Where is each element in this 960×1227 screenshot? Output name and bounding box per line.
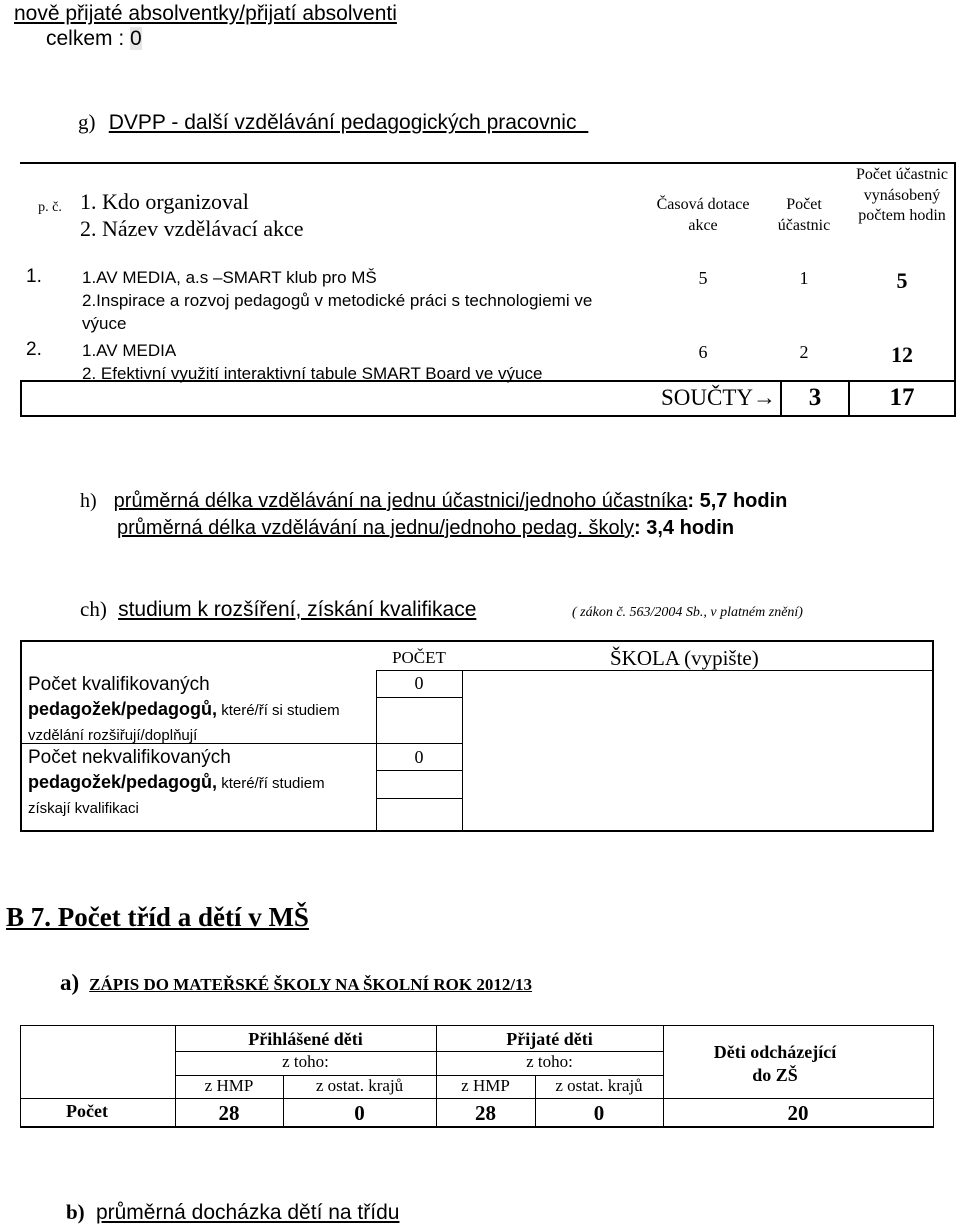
celkem-line bbox=[46, 27, 142, 51]
col-header-deti-odchazejici: Děti odcházející do ZŠ bbox=[713, 1042, 837, 1085]
row-kvalifikovanych-rest: které/ří si studiem bbox=[217, 702, 340, 719]
celkem-label: celkem : bbox=[46, 27, 125, 50]
celkem-value: 0 bbox=[130, 27, 142, 50]
row-kvalifikovanych-value: 0 bbox=[414, 673, 424, 693]
row-kvalifikovanych-line3: vzdělání rozšiřují/doplňují bbox=[28, 727, 198, 744]
section-ch-label: ch) bbox=[80, 597, 107, 621]
row-pocet-label: Počet bbox=[66, 1101, 108, 1121]
prihlasene-zhmp: z HMP bbox=[204, 1076, 254, 1095]
soucty-label: SOUČTY→ bbox=[660, 385, 776, 410]
col-header-prijate: Přijaté děti bbox=[506, 1029, 593, 1049]
row-nekvalifikovanych-rest: které/ří studiem bbox=[217, 775, 325, 792]
section-b7-title: B 7. Počet tříd a dětí v MŠ bbox=[6, 902, 309, 932]
row1-description bbox=[82, 266, 592, 335]
kvalifikace-table bbox=[20, 640, 934, 832]
section-g-title: DVPP - další vzdělávání pedagogických pracovnic_ bbox=[108, 111, 589, 134]
section-ch-note: ( zákon č. 563/2004 Sb., v platném znění) bbox=[572, 605, 803, 620]
col-header-org-line2: 2. Název vzdělávací akce bbox=[80, 216, 304, 241]
row-nekvalifikovanych-bold: pedagožek/pedagogů, bbox=[28, 772, 218, 792]
soucty-pocet: 3 bbox=[808, 384, 822, 411]
row2-pocet: 2 bbox=[799, 342, 809, 362]
row2-description bbox=[82, 339, 542, 385]
section-b7-b-heading bbox=[66, 1200, 399, 1225]
section-b7-b-label: b) bbox=[66, 1200, 85, 1224]
zapis-table bbox=[20, 1025, 934, 1128]
col-header-org-line1: 1. Kdo organizoval bbox=[80, 189, 249, 214]
value-prihlasene-zhmp: 28 bbox=[218, 1101, 240, 1125]
section-g-label: g) bbox=[78, 110, 96, 134]
row-kvalifikovanych bbox=[28, 672, 340, 748]
value-prijate-zostat: 0 bbox=[593, 1101, 605, 1125]
section-h-line1-value: : 5,7 hodin bbox=[687, 490, 788, 512]
row1-pocet: 1 bbox=[799, 268, 809, 288]
prijate-ztoho: z toho: bbox=[526, 1052, 573, 1071]
row2-pc: 2. bbox=[26, 339, 42, 360]
section-g-heading bbox=[78, 110, 588, 135]
row1-line3: výuce bbox=[82, 314, 127, 333]
row-nekvalifikovanych-value: 0 bbox=[414, 747, 424, 767]
absolventi-heading: nově přijaté absolventky/přijatí absolventi bbox=[14, 2, 397, 25]
value-deti-odchazejici: 20 bbox=[787, 1101, 809, 1125]
row1-line2: 2.Inspirace a rozvoj pedagogů v metodické práci s technologiemi ve bbox=[82, 291, 593, 310]
section-h-line1-text: průměrná délka vzdělávání na jednu účastnici/jednoho účastníka bbox=[113, 490, 688, 512]
prijate-zostat: z ostat. krajů bbox=[555, 1076, 643, 1095]
col-header-skola: ŠKOLA (vypište) bbox=[610, 646, 759, 670]
row-kvalifikovanych-bold: pedagožek/pedagogů, bbox=[28, 699, 218, 719]
prijate-zhmp: z HMP bbox=[461, 1076, 510, 1095]
section-b7-b-title: průměrná docházka dětí na třídu bbox=[95, 1201, 400, 1224]
row-nekvalifikovanych-line1: Počet nekvalifikovaných bbox=[28, 747, 231, 768]
section-b7-a-label: a) bbox=[60, 970, 80, 995]
col-header-pocet-ucastnic: Počet účastnic bbox=[777, 196, 831, 234]
section-h-label: h) bbox=[80, 490, 97, 512]
row1-nasobeny: 5 bbox=[896, 268, 908, 293]
section-ch-heading bbox=[80, 597, 476, 622]
row-nekvalifikovanych-line3: získají kvalifikaci bbox=[28, 800, 139, 817]
row2-nasobeny: 12 bbox=[891, 342, 913, 367]
value-prijate-zhmp: 28 bbox=[475, 1101, 496, 1125]
section-h-line2-value: : 3,4 hodin bbox=[634, 517, 735, 539]
section-ch-title: studium k rozšíření, získání kvalifikace bbox=[118, 598, 477, 621]
section-b7-a-title: ZÁPIS DO MATEŘSKÉ ŠKOLY NA ŠKOLNÍ ROK 2012/13 bbox=[89, 975, 533, 994]
row-nekvalifikovanych bbox=[28, 745, 325, 821]
row1-pc: 1. bbox=[26, 266, 42, 287]
soucty-nasobeny: 17 bbox=[889, 384, 915, 411]
col-header-prihlasene: Přihlášené děti bbox=[248, 1029, 363, 1049]
col-header-pc: p. č. bbox=[38, 200, 62, 215]
value-prihlasene-zostat: 0 bbox=[354, 1101, 365, 1125]
section-h bbox=[80, 488, 787, 542]
col-header-pocet: POČET bbox=[392, 648, 446, 667]
section-h-line2-text: průměrná délka vzdělávání na jednu/jednoho pedag. školy bbox=[117, 517, 635, 539]
col-header-nasobeny: Počet účastnic vynásobený počtem hodin bbox=[856, 166, 948, 224]
row2-casova-dotace: 6 bbox=[698, 342, 708, 362]
dvpp-table bbox=[20, 162, 956, 417]
prihlasene-zostat: z ostat. krajů bbox=[315, 1076, 404, 1095]
section-b7-a-heading bbox=[60, 970, 532, 996]
col-header-casova-dotace: Časová dotace akce bbox=[656, 196, 750, 234]
prihlasene-ztoho: z toho: bbox=[282, 1052, 329, 1071]
row-kvalifikovanych-line1: Počet kvalifikovaných bbox=[28, 674, 210, 695]
col-header-organizer bbox=[80, 188, 304, 242]
row2-line2: 2. Efektivní využití interaktivní tabule SMART Board ve výuce bbox=[82, 364, 543, 383]
row2-line1: 1.AV MEDIA bbox=[82, 341, 177, 360]
row1-line1: 1.AV MEDIA, a.s –SMART klub pro MŠ bbox=[82, 268, 377, 287]
row1-casova-dotace: 5 bbox=[698, 268, 708, 288]
